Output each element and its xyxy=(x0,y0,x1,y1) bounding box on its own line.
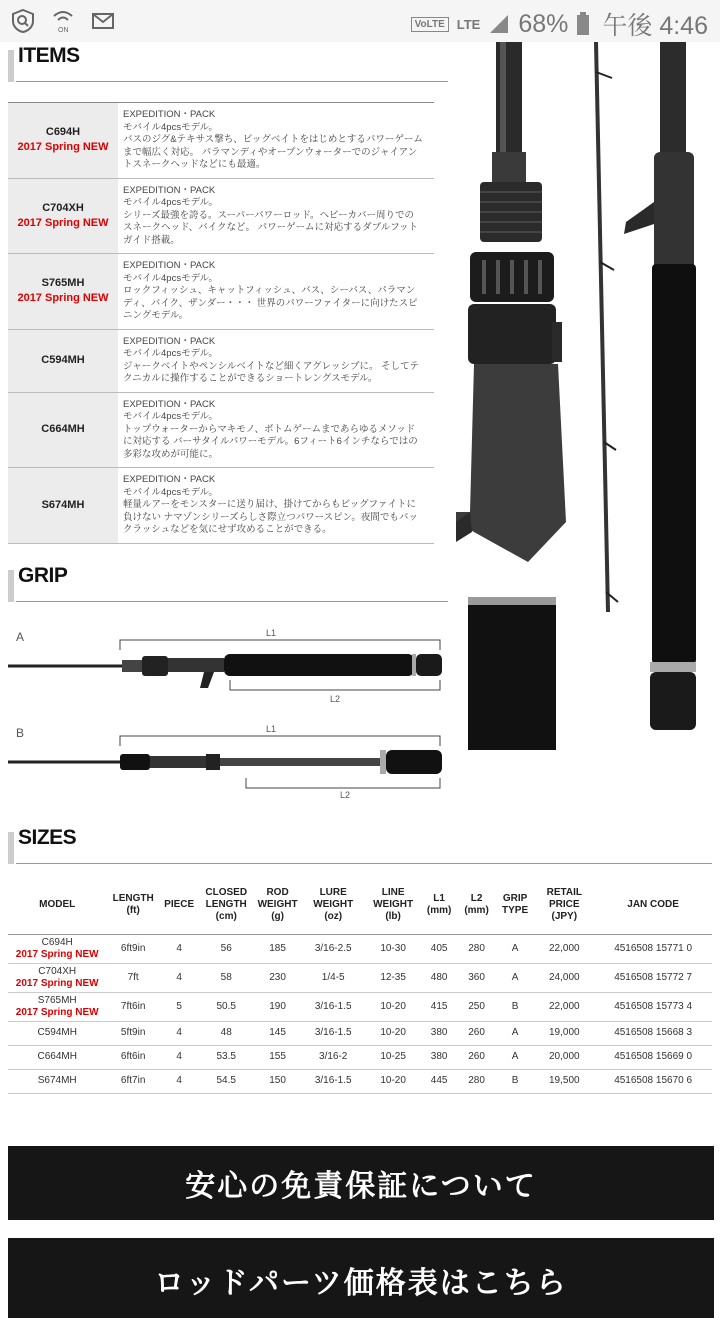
shield-search-icon xyxy=(10,8,36,34)
sizes-cell: 19,500 xyxy=(534,1069,594,1093)
sizes-cell: 6ft6in xyxy=(106,1045,159,1069)
grip-drawing xyxy=(8,622,448,812)
sizes-cell: 4 xyxy=(160,934,199,963)
svg-text:ON: ON xyxy=(58,27,69,34)
sizes-cell: 380 xyxy=(421,1021,457,1045)
sizes-header-cell: JAN CODE xyxy=(594,876,712,934)
item-description-line: ガイド搭載。 xyxy=(123,234,180,246)
item-model-cell xyxy=(8,468,118,543)
sizes-header-cell: LURE WEIGHT (oz) xyxy=(301,876,365,934)
sizes-cell: 3/16-1.5 xyxy=(301,1021,365,1045)
divider xyxy=(16,81,448,82)
sizes-cell: 4 xyxy=(160,1069,199,1093)
sizes-model: C704XH xyxy=(38,965,77,977)
sizes-cell: 24,000 xyxy=(534,963,594,992)
clock: 午後 4:46 xyxy=(602,12,708,40)
sizes-cell: 22,000 xyxy=(534,934,594,963)
sizes-cell: B xyxy=(496,1069,535,1093)
sizes-cell: 4516508 15669 0 xyxy=(594,1045,712,1069)
grip-a-l2: L2 xyxy=(330,694,341,704)
grip-section-header xyxy=(8,564,448,602)
header-corner-mark xyxy=(8,50,14,82)
grip-b-l2: L2 xyxy=(340,790,351,800)
sizes-cell: 4 xyxy=(160,1021,199,1045)
item-description-line: まで幅広く対応。 パラマンディやオープンウォーターでのジャイアン xyxy=(123,146,418,158)
sizes-model: S765MH xyxy=(37,994,77,1006)
sizes-cell: 230 xyxy=(254,963,301,992)
sizes-cell: 6ft7in xyxy=(106,1069,159,1093)
item-description-line: モバイル4pcsモデル。 xyxy=(123,411,218,422)
sizes-header-cell: PIECE xyxy=(160,876,199,934)
sizes-cell: 150 xyxy=(254,1069,301,1093)
sizes-model: S674MH xyxy=(37,1075,77,1086)
item-description-line: バスのジグ&テキサス撃ち、ビッグベイトをはじめとするパワーゲーム xyxy=(123,134,423,145)
sizes-cell: B xyxy=(496,992,535,1021)
battery-icon xyxy=(576,12,590,36)
sizes-cell: 4516508 15670 6 xyxy=(594,1069,712,1093)
item-model: C704XH xyxy=(42,201,84,214)
sizes-cell: 3/16-1.5 xyxy=(301,1069,365,1093)
item-description-line: スネークヘッド、バイクなど。 パワーゲームに対応するダブルフット xyxy=(123,222,419,233)
item-description-line: EXPEDITION・PACK xyxy=(123,474,216,485)
sizes-cell: A xyxy=(496,934,535,963)
sizes-cell: 360 xyxy=(457,963,496,992)
item-description-line: モバイル4pcsモデル。 xyxy=(123,348,218,359)
sizes-cell: A xyxy=(496,963,535,992)
sizes-header-cell: LINE WEIGHT (lb) xyxy=(365,876,421,934)
sizes-cell: 12-35 xyxy=(365,963,421,992)
sizes-cell: 155 xyxy=(254,1045,301,1069)
item-new-tag: 2017 Spring NEW xyxy=(17,141,109,154)
sizes-cell: 48 xyxy=(198,1021,254,1045)
item-row xyxy=(8,103,434,179)
sizes-cell: 280 xyxy=(457,1069,496,1093)
item-description-line: クラッシュなどを気にせず攻めることができる。 xyxy=(123,524,332,535)
sizes-cell: 50.5 xyxy=(198,992,254,1021)
sizes-cell: 4516508 15668 3 xyxy=(594,1021,712,1045)
sizes-new-tag: 2017 Spring NEW xyxy=(15,1006,99,1018)
item-model: S674MH xyxy=(41,498,85,511)
sizes-cell: 190 xyxy=(254,992,301,1021)
item-description xyxy=(118,393,434,468)
sizes-cell: 4516508 15771 0 xyxy=(594,934,712,963)
sizes-model-cell xyxy=(8,1021,106,1045)
grip-title: GRIP xyxy=(18,564,68,587)
sizes-cell: 10-30 xyxy=(365,934,421,963)
sizes-header-cell: LENGTH (ft) xyxy=(106,876,159,934)
item-model-cell xyxy=(8,103,118,178)
item-row xyxy=(8,179,434,255)
sizes-cell: A xyxy=(496,1021,535,1045)
item-description-line: トップウォーターからマキモノ、ボトムゲームまであらゆるメソッド xyxy=(123,423,416,435)
sizes-cell: 5ft9in xyxy=(106,1021,159,1045)
sizes-cell: 260 xyxy=(457,1045,496,1069)
item-model: C594MH xyxy=(41,354,85,366)
items-section-header xyxy=(8,44,448,82)
item-new-tag: 2017 Spring NEW xyxy=(17,216,109,229)
parts-price-banner[interactable]: ロッドパーツ価格表はこちら xyxy=(8,1238,714,1318)
grip-a-l1: L1 xyxy=(266,628,277,638)
sizes-cell: 480 xyxy=(421,963,457,992)
sizes-header-cell: RETAIL PRICE (JPY) xyxy=(534,876,594,934)
sizes-model-cell xyxy=(8,1045,106,1069)
table-row xyxy=(8,934,712,963)
item-description-line: モバイル4pcsモデル。 xyxy=(123,272,218,284)
table-row xyxy=(8,963,712,992)
sizes-cell: 20,000 xyxy=(534,1045,594,1069)
item-description-line: EXPEDITION・PACK xyxy=(123,260,216,271)
sizes-cell: 3/16-1.5 xyxy=(301,992,365,1021)
signal-icon xyxy=(488,13,510,35)
item-row xyxy=(8,393,434,469)
mail-blocked-icon xyxy=(90,8,116,34)
item-description-line: モバイル4pcsモデル。 xyxy=(123,197,218,208)
sizes-cell: 260 xyxy=(457,1021,496,1045)
sizes-cell: 10-25 xyxy=(365,1045,421,1069)
item-model-cell xyxy=(8,179,118,254)
sizes-cell: 380 xyxy=(421,1045,457,1069)
item-description xyxy=(118,468,434,543)
item-row xyxy=(8,468,434,544)
item-new-tag: 2017 Spring NEW xyxy=(17,292,109,305)
sizes-new-tag: 2017 Spring NEW xyxy=(15,977,99,989)
sizes-cell: 53.5 xyxy=(198,1045,254,1069)
item-description xyxy=(118,330,434,392)
divider xyxy=(16,863,712,864)
grip-a-label: A xyxy=(16,630,25,644)
sizes-header-cell: ROD WEIGHT (g) xyxy=(254,876,301,934)
battery-percent: 68% xyxy=(518,9,569,38)
sizes-cell: 10-20 xyxy=(365,992,421,1021)
sizes-model-cell xyxy=(8,992,106,1021)
item-description-line: クニカルに操作することができるショートレングスモデル。 xyxy=(123,373,378,384)
sizes-header-cell: GRIP TYPE xyxy=(496,876,535,934)
sizes-cell: 58 xyxy=(198,963,254,992)
rod-photo xyxy=(456,42,720,750)
sizes-header-cell: L1 (mm) xyxy=(421,876,457,934)
item-model-cell xyxy=(8,254,118,329)
item-description-line: に対応する バーサタイルパワーモデル。6フィート6インチならではの xyxy=(123,436,418,447)
item-description-line: EXPEDITION・PACK xyxy=(123,335,216,347)
sizes-model-cell xyxy=(8,1069,106,1093)
sizes-model-cell xyxy=(8,963,106,992)
items-table xyxy=(8,102,434,544)
item-description-line: ディ、バイク、ザンダー・・・ 世界のパワーファイターに向けたスピ xyxy=(123,297,418,309)
warranty-banner[interactable]: 安心の免責保証について xyxy=(8,1146,714,1220)
item-description xyxy=(118,254,434,329)
volte-indicator: VoLTE xyxy=(411,17,449,32)
item-model-cell xyxy=(8,393,118,468)
item-description-line: 軽量ルアーをモンスターに送り届け、掛けてからもビッグファイトに xyxy=(123,499,416,510)
table-row xyxy=(8,1021,712,1045)
item-description-line: 負けない ナマゾンシリーズらしさ際立つパワースピン。夜間でもバッ xyxy=(123,511,418,523)
item-description xyxy=(118,103,434,178)
item-description-line: ジャークベイトやペンシルベイトなど細くアグレッシブに。 そしてテ xyxy=(123,360,420,372)
item-description-line: ニングモデル。 xyxy=(123,310,189,321)
sizes-header-cell: MODEL xyxy=(8,876,106,934)
grip-b-l1: L1 xyxy=(266,724,277,734)
sizes-cell: 4 xyxy=(160,963,199,992)
sizes-cell: 7ft xyxy=(106,963,159,992)
item-description-line: 多彩な攻めが可能に。 xyxy=(123,448,219,460)
sizes-cell: 22,000 xyxy=(534,992,594,1021)
sizes-cell: 4 xyxy=(160,1045,199,1069)
sizes-cell: 5 xyxy=(160,992,199,1021)
lte-indicator: LTE xyxy=(456,16,481,32)
sizes-new-tag: 2017 Spring NEW xyxy=(15,948,99,960)
sizes-cell: 56 xyxy=(198,934,254,963)
item-description-line: ロックフィッシュ、キャットフィッシュ、バス、シーバス、パラマン xyxy=(123,285,416,296)
sizes-cell: 3/16-2.5 xyxy=(301,934,365,963)
sizes-cell: 4516508 15772 7 xyxy=(594,963,712,992)
sizes-cell: 54.5 xyxy=(198,1069,254,1093)
item-description-line: EXPEDITION・PACK xyxy=(123,398,216,410)
item-model-cell xyxy=(8,330,118,392)
sizes-cell: 405 xyxy=(421,934,457,963)
item-model: C694H xyxy=(45,126,81,139)
sizes-cell: 445 xyxy=(421,1069,457,1093)
sizes-cell: 6ft9in xyxy=(106,934,159,963)
sizes-table xyxy=(8,876,712,1094)
wifi-calling-icon xyxy=(50,8,76,34)
item-description-line: モバイル4pcsモデル。 xyxy=(123,121,218,133)
table-row xyxy=(8,1045,712,1069)
grip-b-label: B xyxy=(16,726,25,740)
sizes-header-row xyxy=(8,876,712,934)
sizes-cell: 10-20 xyxy=(365,1069,421,1093)
item-row xyxy=(8,330,434,393)
sizes-model-cell xyxy=(8,934,106,963)
status-bar xyxy=(0,0,720,42)
item-description-line: モバイル4pcsモデル。 xyxy=(123,486,218,498)
sizes-cell: A xyxy=(496,1045,535,1069)
sizes-title: SIZES xyxy=(18,826,77,849)
table-row xyxy=(8,992,712,1021)
table-row xyxy=(8,1069,712,1093)
sizes-cell: 415 xyxy=(421,992,457,1021)
item-description-line: EXPEDITION・PACK xyxy=(123,109,216,120)
item-model: C664MH xyxy=(41,423,85,436)
sizes-cell: 1/4-5 xyxy=(301,963,365,992)
divider xyxy=(16,601,448,602)
sizes-cell: 185 xyxy=(254,934,301,963)
sizes-model: C694H xyxy=(41,936,73,948)
item-description-line: トスネークヘッドなどにも最適。 xyxy=(123,159,266,170)
sizes-model: C664MH xyxy=(37,1051,77,1062)
item-description-line: EXPEDITION・PACK xyxy=(123,184,216,196)
item-model: S765MH xyxy=(41,277,85,290)
item-row xyxy=(8,254,434,330)
items-title: ITEMS xyxy=(18,44,80,67)
sizes-cell: 250 xyxy=(457,992,496,1021)
grip-diagram xyxy=(8,622,448,812)
sizes-header-cell: CLOSED LENGTH (cm) xyxy=(198,876,254,934)
header-corner-mark xyxy=(8,570,14,602)
sizes-section-header xyxy=(8,826,712,864)
sizes-cell: 280 xyxy=(457,934,496,963)
sizes-header-cell: L2 (mm) xyxy=(457,876,496,934)
sizes-cell: 10-20 xyxy=(365,1021,421,1045)
sizes-cell: 3/16-2 xyxy=(301,1045,365,1069)
sizes-cell: 4516508 15773 4 xyxy=(594,992,712,1021)
item-description-line: シリーズ最強を誇る。スーパーパワーロッド。ヘビーカバー周りでの xyxy=(123,209,414,221)
sizes-cell: 7ft6in xyxy=(106,992,159,1021)
sizes-cell: 19,000 xyxy=(534,1021,594,1045)
item-description xyxy=(118,179,434,254)
header-corner-mark xyxy=(8,832,14,864)
sizes-cell: 145 xyxy=(254,1021,301,1045)
sizes-model: C594MH xyxy=(37,1027,77,1038)
